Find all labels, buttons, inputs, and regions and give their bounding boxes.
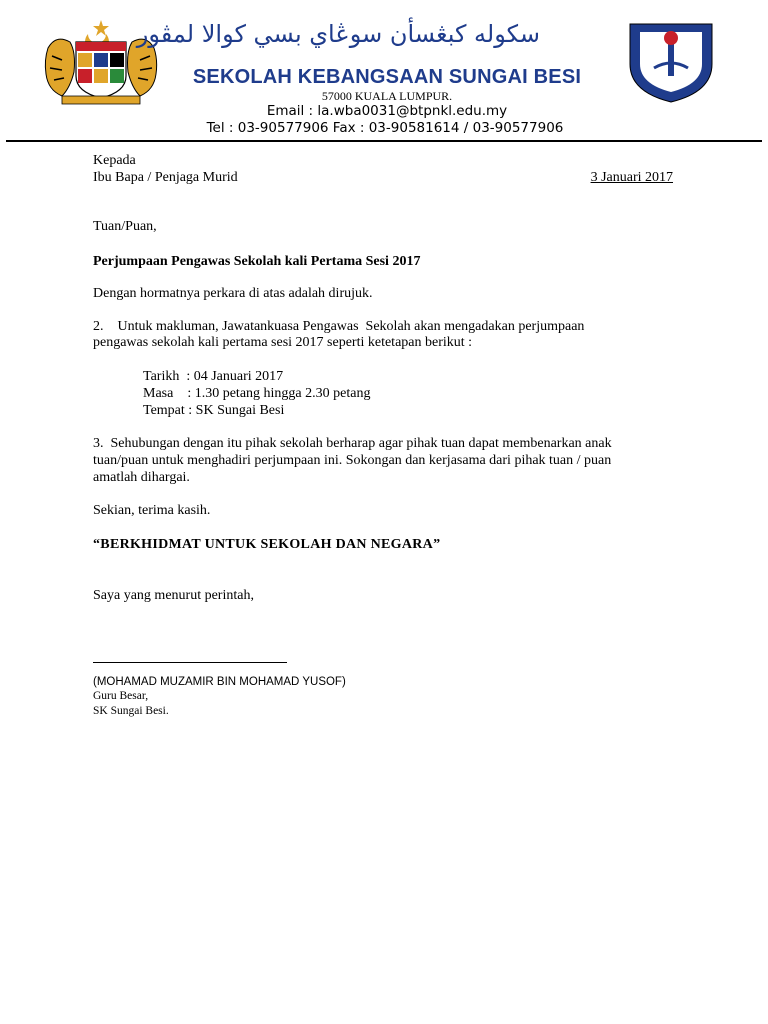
sign-off: Saya yang menurut perintah, [93,588,254,603]
paragraph-2-line-2: pengawas sekolah kali pertama sesi 2017 seperti ketetapan berikut : [93,335,473,350]
signatory-title: Guru Besar, [93,690,149,702]
recipient-line-1: Kepada [93,153,136,168]
letter-subject: Perjumpaan Pengawas Sekolah kali Pertama Sesi 2017 [93,254,421,269]
paragraph-3-line-1: 3. Sehubungan dengan itu pihak sekolah berharap agar pihak tuan dapat membenarkan anak [93,436,612,451]
recipient-line-2: Ibu Bapa / Penjaga Murid [93,170,238,185]
paragraph-3-line-2: tuan/puan untuk menghadiri perjumpaan ini. Sokongan dan kerjasama dari pihak tuan / puan [93,453,612,468]
school-crest-icon [626,18,716,106]
school-name: SEKOLAH KEBANGSAAN SUNGAI BESI [192,66,582,88]
closing-line: Sekian, terima kasih. [93,503,211,518]
signature-line [93,662,287,663]
detail-time: Masa : 1.30 petang hingga 2.30 petang [143,386,371,401]
detail-date: Tarikh : 04 Januari 2017 [143,369,284,384]
paragraph-3-line-3: amatlah dihargai. [93,470,190,485]
motto: “BERKHIDMAT UNTUK SEKOLAH DAN NEGARA” [93,537,441,552]
school-postcode: 57000 KUALA LUMPUR. [321,89,453,103]
header-divider [6,140,762,142]
jawi-school-name: سکوله کبڠسأن سوڠاي بسي کوالا لمڤور [136,20,540,48]
intro-paragraph: Dengan hormatnya perkara di atas adalah dirujuk. [93,286,373,301]
school-email: Email : la.wba0031@btpnkl.edu.my [266,103,508,119]
detail-venue: Tempat : SK Sungai Besi [143,403,285,418]
letter-date: 3 Januari 2017 [590,170,673,185]
paragraph-2-line-1: 2. Untuk makluman, Jawatankuasa Pengawas Sekolah akan mengadakan perjumpaan [93,319,585,334]
signatory-org: SK Sungai Besi. [93,705,169,717]
salutation: Tuan/Puan, [93,219,157,234]
school-phone: Tel : 03-90577906 Fax : 03-90581614 / 03-90577906 [206,120,564,136]
signatory-name: (MOHAMAD MUZAMIR BIN MOHAMAD YUSOF) [93,676,346,688]
